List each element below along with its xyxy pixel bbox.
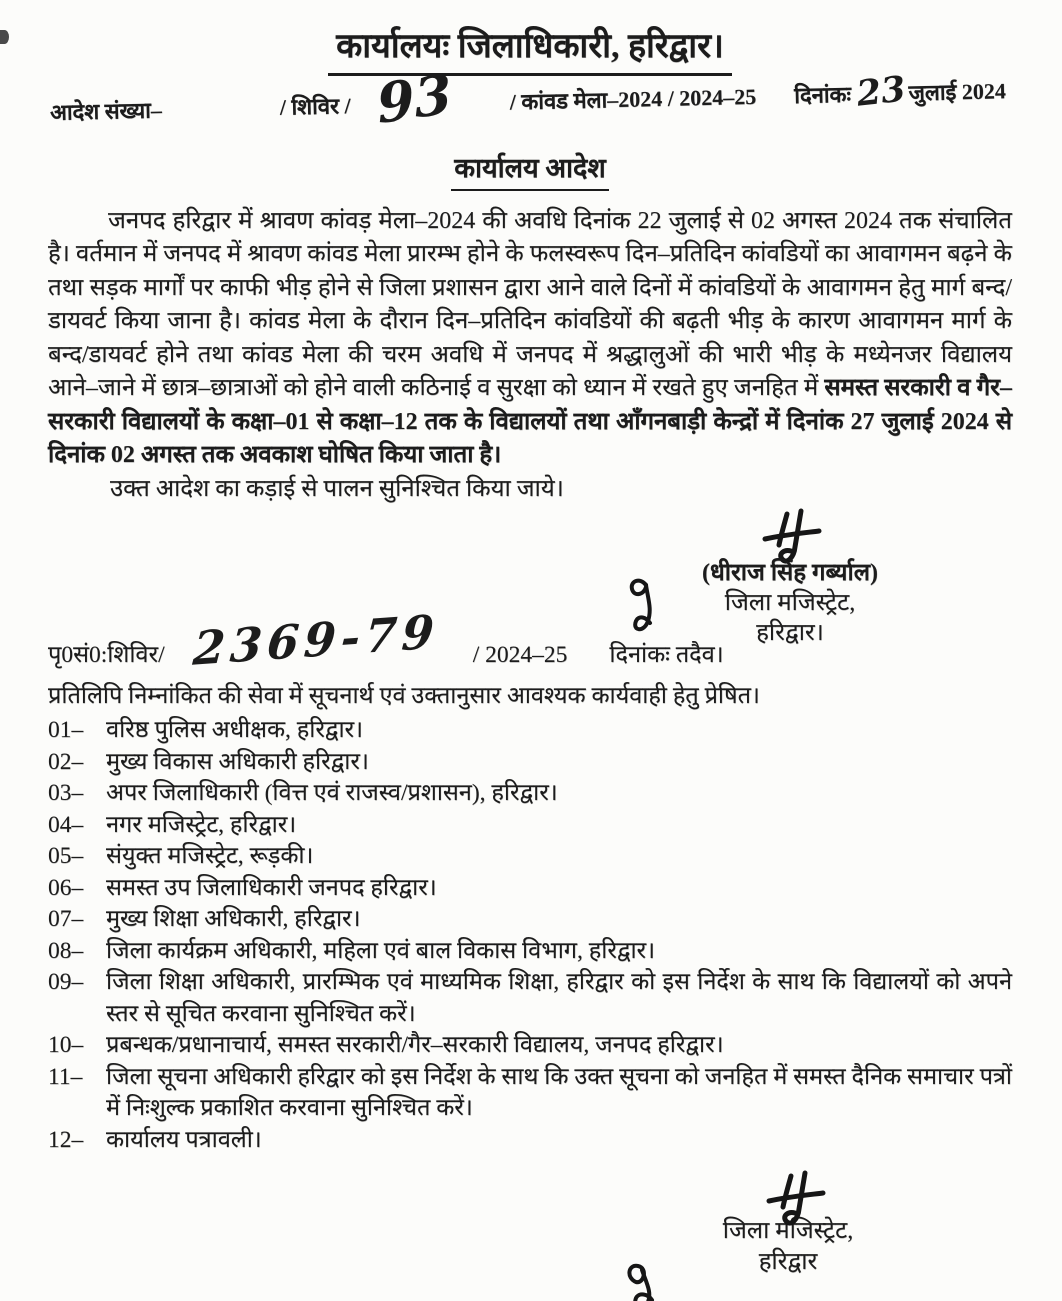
list-item-text: प्रबन्धक/प्रधानाचार्य, समस्त सरकारी/गैर–सरकारी विद्यालय, जनपद हरिद्वार। — [106, 1032, 724, 1058]
recipient-row — [48, 778, 1012, 810]
recipients-list — [48, 715, 1012, 1156]
page-title: कार्यालयः जिलाधिकारी, हरिद्वार। — [328, 26, 732, 76]
list-item-number: 03– — [48, 780, 84, 806]
dispatch-year: / 2024–25 — [472, 642, 568, 668]
initials-mark-icon — [626, 574, 668, 640]
list-item-text: नगर मजिस्ट्रेट, हरिद्वार। — [106, 811, 297, 838]
body-text-bold-emphasis: समस्त सरकारी व गैर–सरकारी विद्यालयों के कक्षा–01 से कक्षा–12 तक के विद्यालयों तथा आँगनबाड़ी केन्द्रों में दिनांक 27 जुलाई 2024 से दिनांक 02 अगस्त तक अवकाश घोषित किया जाता है। — [48, 375, 1012, 468]
handwritten-dispatch-number: 2369-79 — [191, 604, 441, 676]
recipient-row — [48, 841, 1012, 873]
signatory-place: हरिद्वार। — [756, 620, 824, 646]
recipient-row — [48, 904, 1012, 936]
list-item-text: संयुक्त मजिस्ट्रेट, रूड़की। — [106, 843, 314, 869]
date-month-year: जुलाई 2024 — [908, 77, 1007, 105]
recipient-row — [48, 810, 1012, 842]
list-item-number: 12– — [48, 1126, 84, 1153]
signature-block-top — [620, 508, 960, 648]
recipient-row — [48, 1062, 1012, 1125]
list-item-number: 01– — [48, 717, 84, 743]
handwritten-date-day: 23 — [854, 68, 908, 115]
list-item-text: अपर जिलाधिकारी (वित्त एवं राजस्व/प्रशासन), हरिद्वार। — [106, 780, 558, 806]
mela-reference: / कांवड मेला–2024 / 2024–25 — [509, 83, 757, 115]
signature-block-bottom — [638, 1170, 938, 1278]
recipient-row — [48, 873, 1012, 905]
copy-forwarding-line: प्रतिलिपि निम्नांकित की सेवा में सूचनार्थ एवं उक्तानुसार आवश्यक कार्यवाही हेतु प्रेषित। — [48, 683, 760, 709]
scan-smudge-artifact — [0, 30, 9, 44]
dispatch-date: दिनांकः तदैव। — [609, 642, 724, 668]
order-number-label: आदेश संख्या– — [49, 96, 163, 125]
recipient-row — [48, 1030, 1012, 1062]
signatory-designation: जिला मजिस्ट्रेट, — [724, 590, 856, 616]
list-item-text: कार्यालय पत्रावली। — [106, 1126, 262, 1153]
body-text-regular: जनपद हरिद्वार में श्रावण कांवड़ मेला–2024 की अवधि दिनांक 22 जुलाई से 02 अगस्त 2024 तक संचालित है। वर्तमान में जनपद में श्रावण कांवड मेला प्रारम्भ होने के फलस्वरूप दिन–प्रतिदिन कांवडियों का आवागमन बढ़ने के तथा सड़क मार्गों पर काफी भीड़ होने से जिला प्रशासन द्वारा आने वाले दिनों में कांवडियों के आवागमन हेतु मार्ग बन्द/डायवर्ट किया जाना है। कांवड मेला के दौरान दिन–प्रतिदिन कांवडियों की बढ़ती भीड़ के कारण आवागमन मार्ग के बन्द/डायवर्ट होने तथा कांवड मेला की चरम अवधि में जनपद में श्रद्धालुओं की भारी भीड़ के मध्येनजर विद्यालय आने–जाने में छात्र–छात्राओं को होने वाली कठिनाई व सुरक्षा को ध्यान में रखते हुए जनहित में — [48, 207, 1012, 401]
list-item-number: 08– — [48, 937, 84, 964]
recipient-row — [48, 747, 1012, 779]
list-item-number: 04– — [48, 811, 84, 838]
list-item-text: समस्त उप जिलाधिकारी जनपद हरिद्वार। — [106, 874, 437, 901]
recipient-row — [48, 1125, 1012, 1157]
list-item-number: 10– — [48, 1032, 84, 1058]
list-item-text: जिला कार्यक्रम अधिकारी, महिला एवं बाल विकास विभाग, हरिद्वार। — [106, 937, 656, 964]
list-item-number: 02– — [48, 748, 84, 775]
list-item-text: मुख्य विकास अधिकारी हरिद्वार। — [106, 748, 369, 775]
signatory-place: हरिद्वार — [758, 1249, 818, 1275]
dispatch-ref-label: पृ0सं0:शिविर/ — [48, 642, 165, 668]
recipient-row — [48, 967, 1012, 1030]
recipient-row — [48, 936, 1012, 968]
list-item-text: जिला सूचना अधिकारी हरिद्वार को इस निर्देश के साथ कि उक्त सूचना को जनहित में समस्त दैनिक समाचार पत्रों में निःशुल्क प्रकाशित करवाना सुनिश्चित करें। — [106, 1063, 1012, 1121]
signatory-name: (धीराज सिंह गर्ब्याल) — [702, 560, 878, 586]
list-item-number: 07– — [48, 906, 84, 932]
subtitle-wrap — [48, 148, 1012, 191]
list-item-number: 06– — [48, 874, 84, 901]
list-item-text: वरिष्ठ पुलिस अधीक्षक, हरिद्वार। — [106, 717, 364, 743]
signatory-designation: जिला मजिस्ट्रेट, — [722, 1218, 854, 1244]
handwritten-order-number: 93 — [374, 60, 454, 136]
initials-squiggle-icon — [620, 1256, 678, 1301]
order-body-paragraph — [48, 205, 1012, 473]
compliance-line: उक्त आदेश का कड़ाई से पालन सुनिश्चित किया जाये। — [110, 475, 564, 502]
list-item-number: 09– — [48, 969, 84, 995]
list-item-text: मुख्य शिक्षा अधिकारी, हरिद्वार। — [106, 906, 361, 932]
shivir-label: / शिविर / — [279, 92, 351, 120]
list-item-text: जिला शिक्षा अधिकारी, प्रारम्भिक एवं माध्यमिक शिक्षा, हरिद्वार को इस निर्देश के साथ कि विद्यालयों को अपने स्तर से सूचित करवाना सुनिश्चित करें। — [106, 969, 1012, 1027]
list-item-number: 05– — [48, 843, 84, 869]
document-subtitle: कार्यालय आदेश — [451, 148, 608, 191]
signature-icon — [757, 1170, 831, 1232]
recipient-row — [48, 715, 1012, 747]
list-item-number: 11– — [48, 1063, 83, 1090]
date-label: दिनांकः — [793, 81, 852, 108]
